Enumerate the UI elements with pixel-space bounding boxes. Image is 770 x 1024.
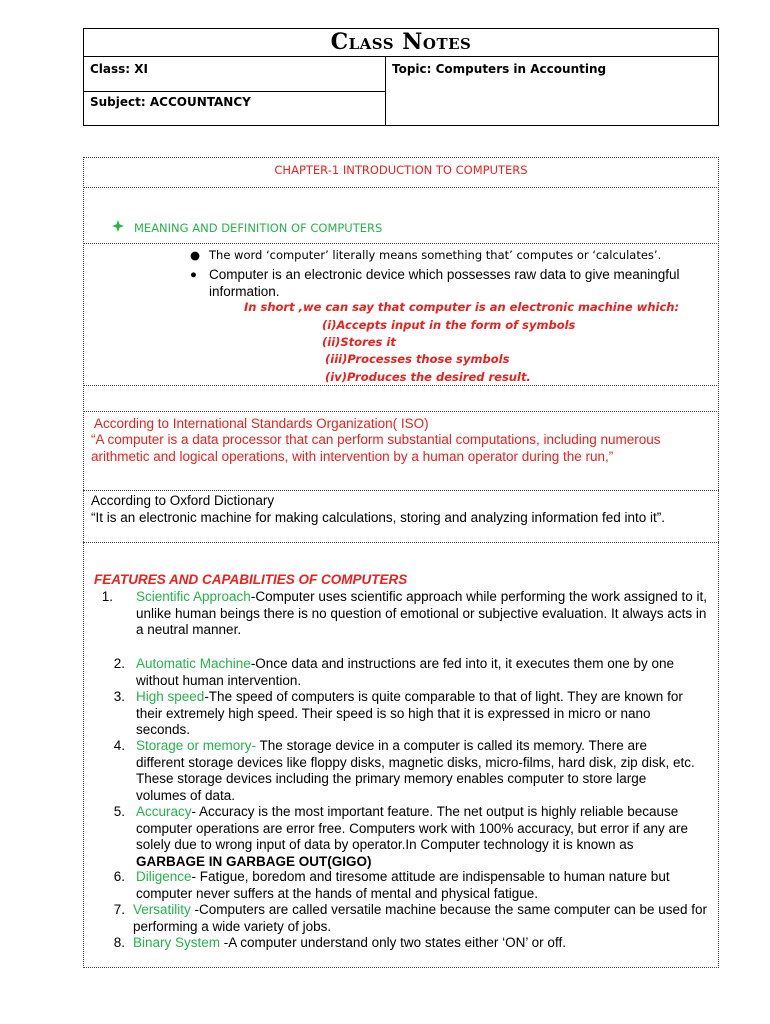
item-term: High speed xyxy=(136,689,205,704)
section-divider xyxy=(83,542,719,543)
list-item xyxy=(190,248,662,262)
item-term: Diligence xyxy=(136,869,192,884)
section-divider xyxy=(83,411,719,412)
class-label: Class: XI xyxy=(90,62,148,76)
item-description: - Accuracy is the most important feature. The net output is highly reliable because computer operations are error free. Computers work with 100% accuracy, but error if any are solely due to wrong input of data by operator.In Computer technology it is known as xyxy=(136,804,688,852)
item-text xyxy=(136,689,702,739)
item-text xyxy=(136,869,696,902)
meaning-heading xyxy=(112,220,382,235)
item-number: 5. xyxy=(113,804,125,819)
item-number: 8. xyxy=(113,935,125,950)
item-description: - Fatigue, boredom and tiresome attitude are indispensable to human nature but computer never suffers at the hands of mental and physical fatigue. xyxy=(136,869,670,901)
item-term: Scientific Approach xyxy=(136,589,251,604)
item-description: -Computers are called versatile machine because the same computer can be used for performing a wide variety of jobs. xyxy=(133,902,708,934)
item-term: Automatic Machine xyxy=(136,656,251,671)
section-divider xyxy=(83,385,719,386)
item-term: Storage or memory- xyxy=(136,738,257,753)
item-text xyxy=(133,935,713,952)
item-text xyxy=(136,804,711,870)
item-text xyxy=(133,902,715,935)
item-description: -Computer uses scientific approach while performing the work assigned to it, unlike human beings there is no question of emotional or subjective evaluation. It always acts in a neutral manner. xyxy=(136,589,708,637)
oxford-source: According to Oxford Dictionary xyxy=(91,493,275,508)
item-number: 3. xyxy=(113,689,125,704)
gigo-text: GARBAGE IN GARBAGE OUT(GIGO) xyxy=(136,853,372,869)
topic-label: Topic: Computers in Accounting xyxy=(392,62,607,76)
point-text: (ii)Stores it xyxy=(322,335,396,349)
iso-quote: “A computer is a data processor that can perform substantial computations, including numerous arithmetic and logical operations, with intervention by a human operator during the run,” xyxy=(91,432,661,464)
iso-source: According to International Standards Organization( ISO) xyxy=(94,416,429,431)
section-divider xyxy=(83,243,719,244)
item-term: Binary System xyxy=(133,935,221,950)
item-number: 4. xyxy=(113,738,125,753)
bullet-dot-icon: ● xyxy=(190,269,197,281)
page-title: Class Notes xyxy=(84,29,718,57)
section-divider xyxy=(83,187,719,188)
item-text xyxy=(136,589,714,639)
header-divider-horizontal xyxy=(84,91,386,92)
item-term: Versatility xyxy=(133,902,191,917)
subject-label: Subject: ACCOUNTANCY xyxy=(90,95,251,109)
chapter-title: CHAPTER-1 INTRODUCTION TO COMPUTERS xyxy=(274,163,528,177)
item-number: 2. xyxy=(113,656,125,671)
item-text xyxy=(136,738,696,804)
list-item xyxy=(190,266,709,300)
item-number: 7. xyxy=(113,902,125,917)
bullet-text: The word ‘computer’ literally means something that’ computes or ‘calculates’. xyxy=(209,248,662,262)
features-heading: FEATURES AND CAPABILITIES OF COMPUTERS xyxy=(94,572,408,587)
item-number: 1. xyxy=(101,589,113,604)
oxford-quote: “It is an electronic machine for making calculations, storing and analyzing information fed into it”. xyxy=(91,510,666,525)
point-text: (i)Accepts input in the form of symbols xyxy=(322,318,576,332)
meaning-heading-text: MEANING AND DEFINITION OF COMPUTERS xyxy=(134,221,383,235)
item-number: 6. xyxy=(113,869,125,884)
item-description: -A computer understand only two states either ‘ON’ or off. xyxy=(220,935,566,950)
section-divider xyxy=(83,490,719,491)
item-term: Accuracy xyxy=(136,804,192,819)
in-short-text: In short ,we can say that computer is an electronic machine which: xyxy=(244,300,680,314)
point-text: (iv)Produces the desired result. xyxy=(325,370,531,384)
item-description: The storage device in a computer is called its memory. There are different storage devices like floppy disks, magnetic disks, micro-films, hard disk, zip disk, etc. These storage devices including the primary memory enables computer to store large volumes of data. xyxy=(136,738,695,803)
item-description: -Once data and instructions are fed into it, it executes them one by one without human intervention. xyxy=(136,656,675,688)
item-description: -The speed of computers is quite comparable to that of light. They are known for their extremely high speed. Their speed is so high that it is expressed in micro or nano seconds. xyxy=(136,689,683,737)
point-text: (iii)Processes those symbols xyxy=(325,352,510,366)
item-text xyxy=(136,656,696,689)
bullet-dot-icon: ● xyxy=(190,248,201,262)
bullet-text: Computer is an electronic device which possesses raw data to give meaningful information. xyxy=(209,267,680,299)
diamond-bullet-icon xyxy=(112,220,126,235)
header-table xyxy=(83,28,719,126)
